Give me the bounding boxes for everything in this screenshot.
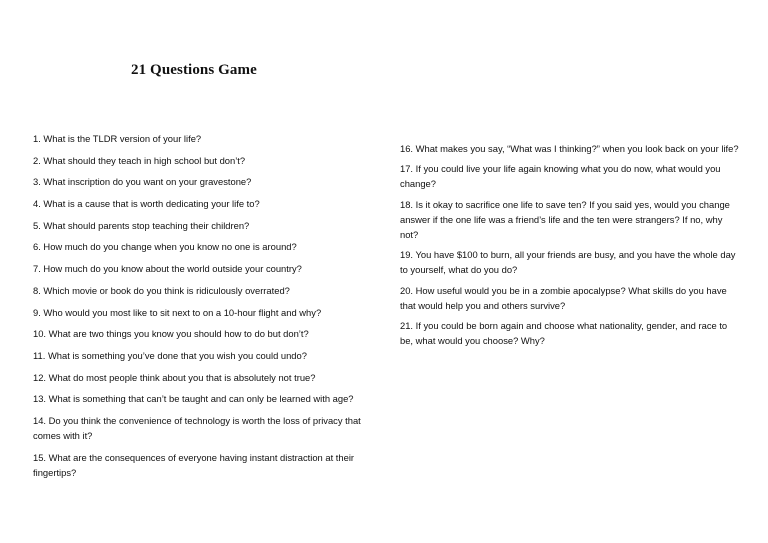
question-8: 8. Which movie or book do you think is ridiculously overrated? (33, 284, 290, 296)
question-10: 10. What are two things you know you should how to do but don’t? (33, 328, 309, 340)
question-21: 21. If you could be born again and choose what nationality, gender, and race to be, what would you choose? Why? (400, 319, 728, 346)
question-15: 15. What are the consequences of everyone having instant distraction at their fingertips? (33, 451, 355, 478)
question-13: 13. What is something that can’t be taught and can only be learned with age? (33, 393, 354, 405)
question-6: 6. How much do you change when you know no one is around? (33, 241, 297, 253)
question-5: 5. What should parents stop teaching their children? (33, 219, 250, 231)
question-19: 19. You have $100 to burn, all your friends are busy, and you have the whole day to yourself, what do you do? (400, 249, 736, 276)
question-11: 11. What is something you’ve done that you wish you could undo? (33, 349, 307, 361)
question-2: 2. What should they teach in high school but don’t? (33, 154, 246, 166)
questions-column-right (400, 141, 740, 353)
question-17: 17. If you could live your life again knowing what you do now, what would you change? (400, 163, 721, 190)
question-20: 20. How useful would you be in a zombie apocalypse? What skills do you have that would help you and others survive? (400, 284, 727, 311)
question-14: 14. Do you think the convenience of technology is worth the loss of privacy that comes with it? (33, 414, 361, 441)
question-9: 9. Who would you most like to sit next to on a 10-hour flight and why? (33, 306, 322, 318)
question-16: 16. What makes you say, “What was I thinking?” when you look back on your life? (400, 143, 739, 154)
page-title: 21 Questions Game (131, 62, 257, 78)
question-1: 1. What is the TLDR version of your life? (33, 133, 202, 144)
question-3: 3. What inscription do you want on your gravestone? (33, 176, 252, 188)
question-7: 7. How much do you know about the world outside your country? (33, 263, 302, 275)
question-12: 12. What do most people think about you that is absolutely not true? (33, 371, 316, 383)
questions-column-left (33, 131, 378, 486)
question-4: 4. What is a cause that is worth dedicating your life to? (33, 198, 260, 210)
question-18: 18. Is it okay to sacrifice one life to save ten? If you said yes, would you change answer if the one life was a friend’s life and the ten were strangers? If no, why not? (400, 198, 730, 240)
